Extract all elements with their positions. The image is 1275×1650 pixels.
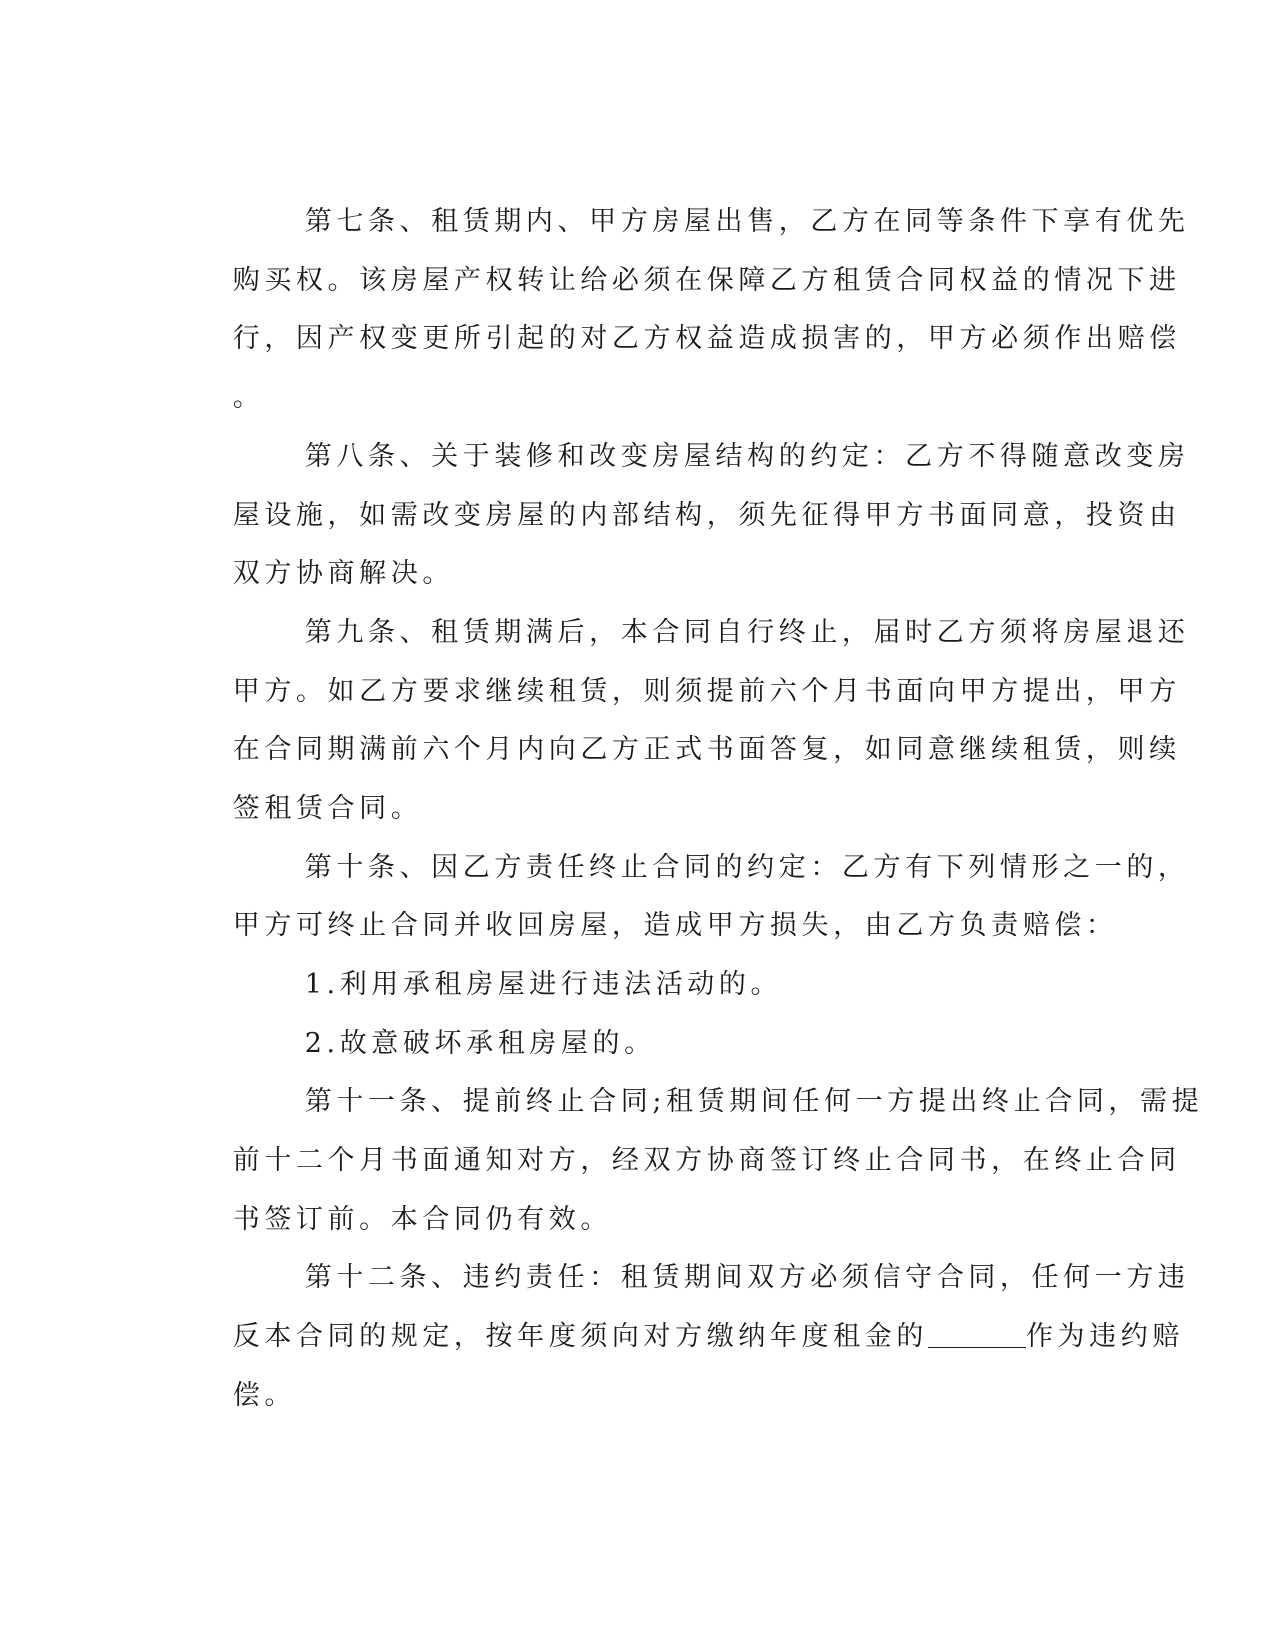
article-10-line-2 <box>0 866 1275 941</box>
article-12-text-2b: 作为违约赔 <box>1025 1321 1184 1352</box>
article-8-text-3: 双方协商解决。 <box>232 558 454 589</box>
article-7-text-2: 购买权。该房屋产权转让给必须在保障乙方租赁合同权益的情况下进 <box>232 265 1181 296</box>
article-9-text-3: 在合同期满前六个月内向乙方正式书面答复，如同意继续租赁，则续 <box>232 734 1181 765</box>
article-11-text-1: 第十一条、提前终止合同;租赁期间任何一方提出终止合同，需提 <box>304 1086 1204 1117</box>
article-8-line-1 <box>0 397 1275 472</box>
article-9-text-2: 甲方。如乙方要求继续租赁，则须提前六个月书面向甲方提出，甲方 <box>232 676 1181 707</box>
article-7-line-4 <box>0 338 1275 413</box>
article-11-text-3: 书签订前。本合同仍有效。 <box>232 1204 612 1235</box>
article-7-line-2 <box>0 221 1275 296</box>
article-9-line-4 <box>0 749 1275 824</box>
article-10-text-2: 甲方可终止合同并收回房屋，造成甲方损失，由乙方负责赔偿： <box>232 910 1118 941</box>
article-12-line-1 <box>0 1218 1275 1293</box>
article-10-text-1: 第十条、因乙方责任终止合同的约定：乙方有下列情形之一的， <box>304 852 1190 883</box>
article-8-line-2 <box>0 456 1275 531</box>
article-10-item-1 <box>0 925 1275 1000</box>
article-9-text-4: 签租赁合同。 <box>232 793 423 824</box>
article-7-text-3: 行，因产权变更所引起的对乙方权益造成损害的，甲方必须作出赔偿 <box>232 323 1181 354</box>
article-10-line-1 <box>0 808 1275 883</box>
article-7-line-1 <box>0 162 1275 237</box>
article-12-line-3 <box>0 1336 1275 1411</box>
article-8-text-2: 屋设施，如需改变房屋的内部结构，须先征得甲方书面同意，投资由 <box>232 500 1181 531</box>
article-10-item-1-text: 1.利用承租房屋进行违法活动的。 <box>304 969 783 1000</box>
article-10-item-2-text: 2.故意破坏承租房屋的。 <box>304 1028 656 1059</box>
article-11-text-2: 前十二个月书面通知对方，经双方协商签订终止合同书，在终止合同 <box>232 1145 1181 1176</box>
article-9-line-3 <box>0 690 1275 765</box>
article-12-text-2a: 反本合同的规定，按年度须向对方缴纳年度租金的 <box>232 1321 928 1352</box>
article-9-text-1: 第九条、租赁期满后，本合同自行终止，届时乙方须将房屋退还 <box>304 617 1190 648</box>
article-7-line-3 <box>0 279 1275 354</box>
article-8-line-3 <box>0 514 1275 589</box>
article-7-text-1: 第七条、租赁期内、甲方房屋出售，乙方在同等条件下享有优先 <box>304 206 1190 237</box>
article-9-line-2 <box>0 632 1275 707</box>
article-11-line-1 <box>0 1042 1275 1117</box>
article-12-text-3: 偿。 <box>232 1380 296 1411</box>
article-9-line-1 <box>0 573 1275 648</box>
article-7-text-4: 。 <box>232 382 265 413</box>
article-11-line-2 <box>0 1101 1275 1176</box>
article-12-text-1: 第十二条、违约责任：租赁期间双方必须信守合同，任何一方违 <box>304 1262 1190 1293</box>
article-12-line-2 <box>0 1277 1275 1352</box>
article-11-line-3 <box>0 1160 1275 1235</box>
article-10-item-2 <box>0 984 1275 1059</box>
article-8-text-1: 第八条、关于装修和改变房屋结构的约定：乙方不得随意改变房 <box>304 441 1190 472</box>
